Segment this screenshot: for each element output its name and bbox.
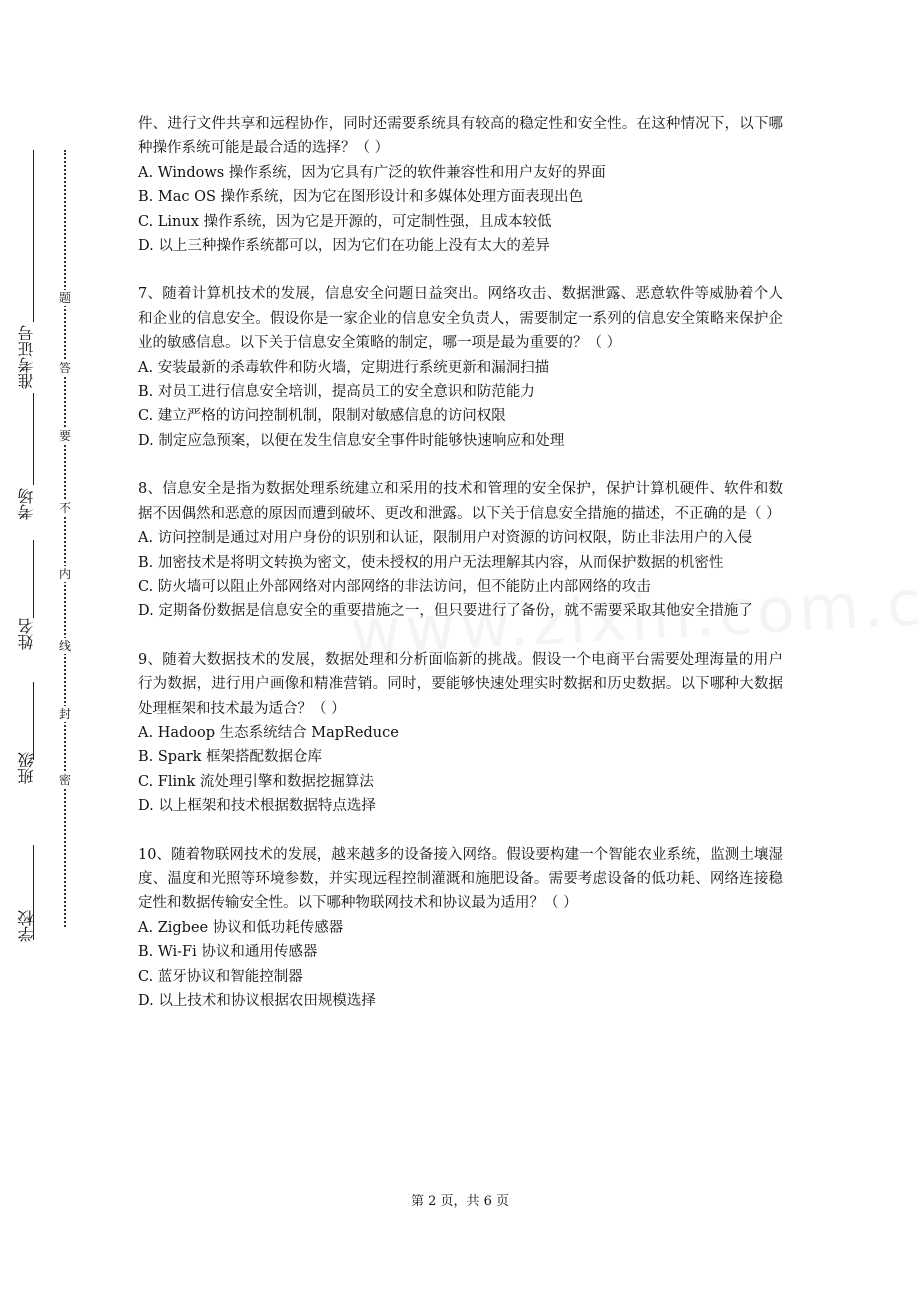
option-d: D. 制定应急预案，以便在发生信息安全事件时能够快速响应和处理: [138, 432, 565, 449]
question-8: [138, 477, 783, 623]
question-10: [138, 843, 783, 1014]
option-a: A. Windows 操作系统，因为它具有广泛的软件兼容性和用户友好的界面: [138, 164, 606, 181]
option-b: B. 加密技术是将明文转换为密文，使未授权的用户无法理解其内容，从而保护数据的机密性: [138, 554, 724, 571]
seal-char: 线: [58, 639, 71, 653]
seal-char: 不: [58, 501, 71, 515]
fill-line-ticket-number: [33, 150, 34, 322]
option-c: C. 防火墙可以阻止外部网络对内部网络的非法访问，但不能防止内部网络的攻击: [138, 578, 651, 595]
question-stem: 件、进行文件共享和远程协作，同时还需要系统具有较高的稳定性和安全性。在这种情况下，以下哪种操作系统可能是最合适的选择？（ ）: [138, 116, 783, 157]
option-c: C. 蓝牙协议和智能控制器: [138, 968, 303, 985]
option-d: D. 以上框架和技术根据数据特点选择: [138, 798, 376, 815]
question-stem: 9、随着大数据技术的发展，数据处理和分析面临新的挑战。假设一个电商平台需要处理海量的用户行为数据，进行用户画像和精准营销。同时，要能够快速处理实时数据和历史数据。以下哪种大数据处理框架和技术最为适合？（ ）: [138, 651, 783, 717]
label-name: 姓名: [17, 618, 36, 650]
binding-margin: [0, 0, 120, 1302]
fill-line-name: [33, 540, 34, 618]
option-d: D. 以上三种操作系统都可以，因为它们在功能上没有太大的差异: [138, 238, 550, 255]
option-a: A. 安装最新的杀毒软件和防火墙，定期进行系统更新和漏洞扫描: [138, 359, 550, 376]
seal-char: 封: [58, 707, 71, 721]
option-a: A. 访问控制是通过对用户身份的识别和认证，限制用户对资源的访问权限，防止非法用户的入侵: [138, 530, 753, 547]
seal-char: 密: [58, 773, 71, 787]
option-c: C. 建立严格的访问控制机制，限制对敏感信息的访问权限: [138, 408, 506, 425]
option-b: B. Wi-Fi 协议和通用传感器: [138, 944, 318, 961]
label-class: 班级: [17, 752, 36, 784]
option-a: A. Hadoop 生态系统结合 MapReduce: [138, 724, 399, 741]
question-9: [138, 648, 783, 819]
option-b: B. Mac OS 操作系统，因为它在图形设计和多媒体处理方面表现出色: [138, 189, 584, 206]
seal-char: 题: [58, 291, 71, 305]
question-6: [138, 112, 783, 258]
fill-line-class: [33, 682, 34, 760]
seal-char: 答: [58, 361, 71, 375]
seal-char: 要: [58, 429, 71, 443]
question-stem: 8、信息安全是指为数据处理系统建立和采用的技术和管理的安全保护，保护计算机硬件、软件和数据不因偶然和恶意的原因而遭到破坏、更改和泄露。以下关于信息安全措施的描述，不正确的是（ ）: [138, 481, 783, 522]
label-school: 学校: [17, 910, 36, 942]
page-footer: 第 2 页，共 6 页: [410, 1194, 510, 1209]
option-c: C. Flink 流处理引擎和数据挖掘算法: [138, 773, 374, 790]
label-exam-room: 考场: [17, 488, 36, 520]
option-b: B. Spark 框架搭配数据仓库: [138, 749, 323, 766]
option-d: D. 定期备份数据是信息安全的重要措施之一，但只要进行了备份，就不需要采取其他安全措施了: [138, 603, 753, 620]
option-d: D. 以上技术和协议根据农田规模选择: [138, 993, 376, 1009]
seal-dotted-line: [64, 150, 66, 927]
fill-line-exam-room: [33, 393, 34, 485]
seal-char: 内: [58, 567, 71, 581]
question-7: [138, 282, 783, 453]
question-list: [138, 112, 783, 1037]
question-stem: 10、随着物联网技术的发展，越来越多的设备接入网络。假设要构建一个智能农业系统，监测土壤湿度、温度和光照等环境参数，并实现远程控制灌溉和施肥设备。需要考虑设备的低功耗、网络连接稳定性和数据传输安全性。以下哪种物联网技术和协议最为适用？（ ）: [138, 846, 783, 912]
option-b: B. 对员工进行信息安全培训，提高员工的安全意识和防范能力: [138, 384, 535, 401]
question-stem: 7、随着计算机技术的发展，信息安全问题日益突出。网络攻击、数据泄露、恶意软件等威胁着个人和企业的信息安全。假设你是一家企业的信息安全负责人，需要制定一系列的信息安全策略来保护企业的敏感信息。以下关于信息安全策略的制定，哪一项是最为重要的？（ ）: [138, 286, 783, 352]
label-ticket-number: 准考证号: [17, 325, 36, 389]
option-a: A. Zigbee 协议和低功耗传感器: [138, 919, 344, 936]
option-c: C. Linux 操作系统，因为它是开源的，可定制性强，且成本较低: [138, 213, 552, 230]
